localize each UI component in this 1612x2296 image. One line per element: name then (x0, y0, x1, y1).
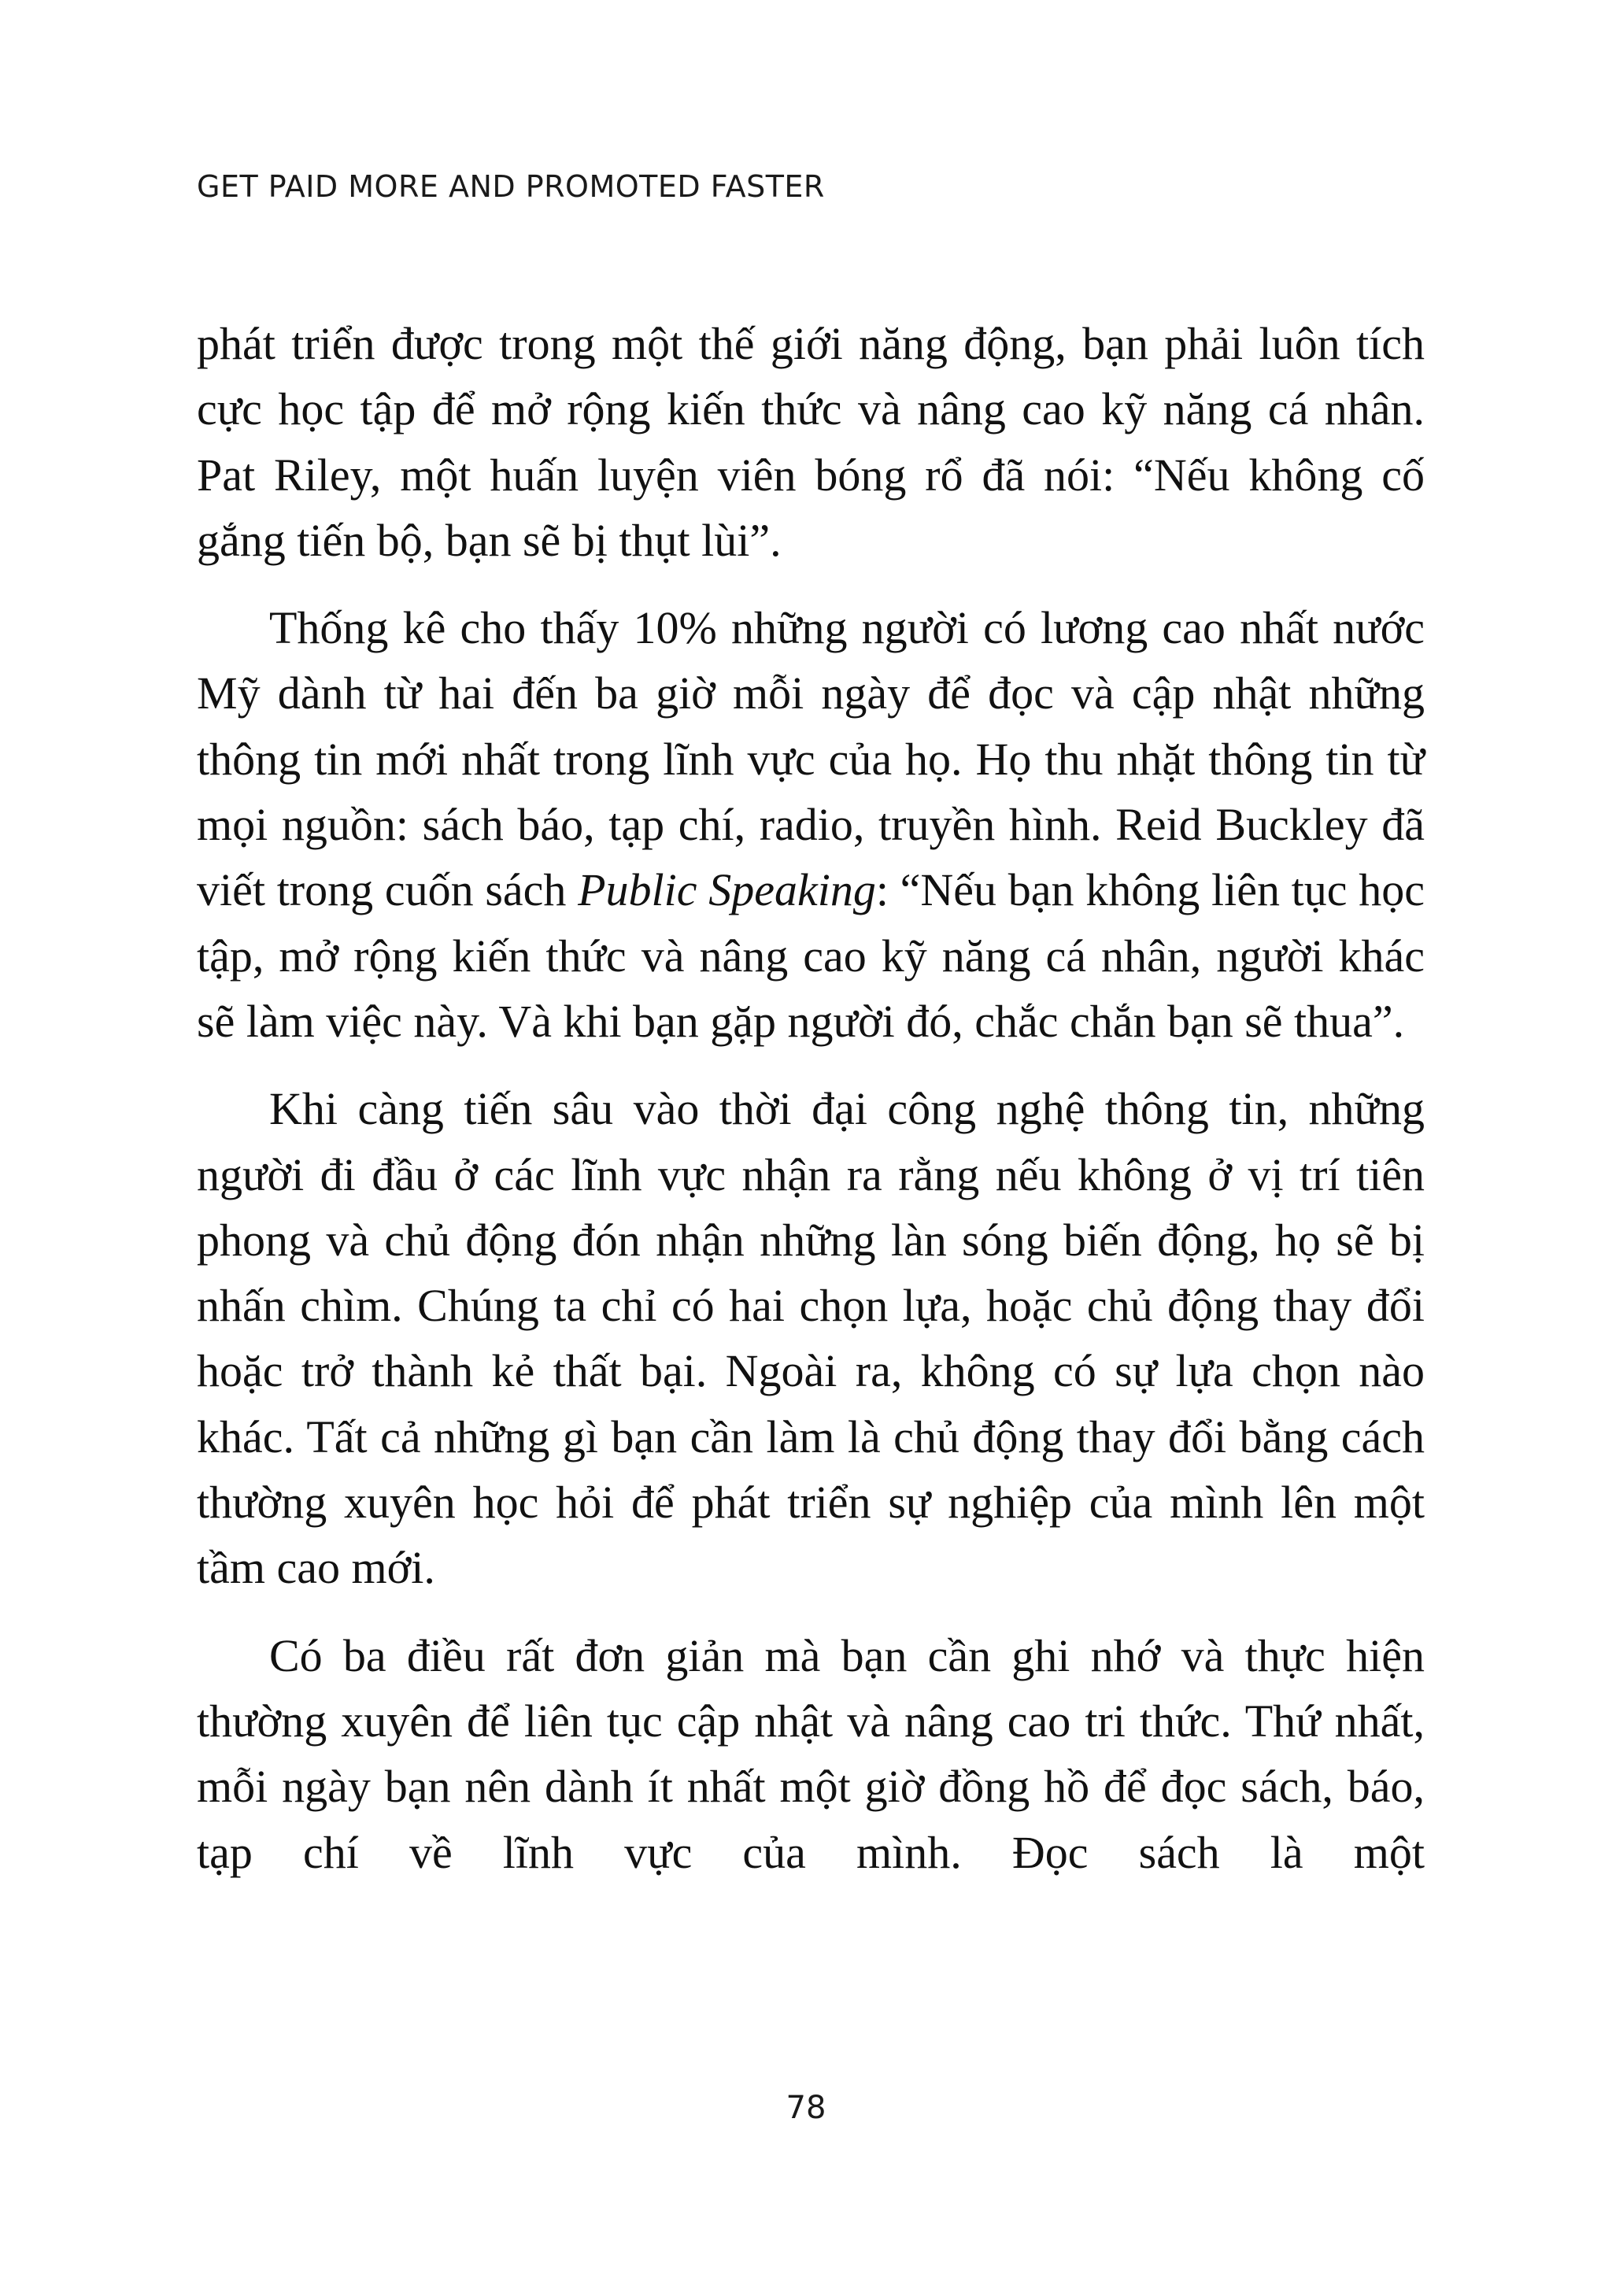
paragraph-4 (197, 1623, 1425, 1885)
book-title-public-speaking: Public Speaking (578, 864, 876, 916)
paragraph-1-text: phát triển được trong một thế giới năng động, bạn phải luôn tích cực học tập để mở rộng kiến thức và nâng cao kỹ năng cá nhân. Pat Riley, một huấn luyện viên bóng rổ đã nói: “Nếu không cố gắng tiến bộ, bạn sẽ bị thụt lùi”. (197, 318, 1425, 566)
running-header-title: GET PAID MORE AND PROMOTED FASTER (197, 169, 825, 204)
paragraph-3-text: Khi càng tiến sâu vào thời đại công nghệ thông tin, những người đi đầu ở các lĩnh vực nhận ra rằng nếu không ở vị trí tiên phong và chủ động đón nhận những làn sóng biến động, họ sẽ bị nhấn chìm. Chúng ta chỉ có hai chọn lựa, hoặc chủ động thay đổi hoặc trở thành kẻ thất bại. Ngoài ra, không có sự lựa chọn nào khác. Tất cả những gì bạn cần làm là chủ động thay đổi bằng cách thường xuyên học hỏi để phát triển sự nghiệp của mình lên một tầm cao mới. (197, 1083, 1425, 1594)
paragraph-4-text: Có ba điều rất đơn giản mà bạn cần ghi nhớ và thực hiện thường xuyên để liên tục cập nhật và nâng cao tri thức. Thứ nhất, mỗi ngày bạn nên dành ít nhất một giờ đồng hồ để đọc sách, báo, tạp chí về lĩnh vực của mình. Đọc sách là một (197, 1629, 1425, 1878)
paragraph-2 (197, 595, 1425, 1054)
paragraph-2-text-part-1: Thống kê cho thấy 10% những người có lương cao nhất nước Mỹ dành từ hai đến ba giờ mỗi ngày để đọc và cập nhật những thông tin mới nhất trong lĩnh vực của họ. Họ thu nhặt thông tin từ mọi nguồn: sách báo, tạp chí, radio, truyền hình. Reid Buckley đã viết trong cuốn sách (197, 602, 1425, 916)
page-number: 78 (786, 2090, 826, 2126)
body-text (197, 311, 1425, 1885)
paragraph-1 (197, 311, 1425, 573)
paragraph-2-text-part-2: : “Nếu bạn không liên tục học tập, mở rộng kiến thức và nâng cao kỹ năng cá nhân, người khác sẽ làm việc này. Và khi bạn gặp người đó, chắc chắn bạn sẽ thua”. (197, 864, 1425, 1047)
paragraph-3 (197, 1076, 1425, 1600)
